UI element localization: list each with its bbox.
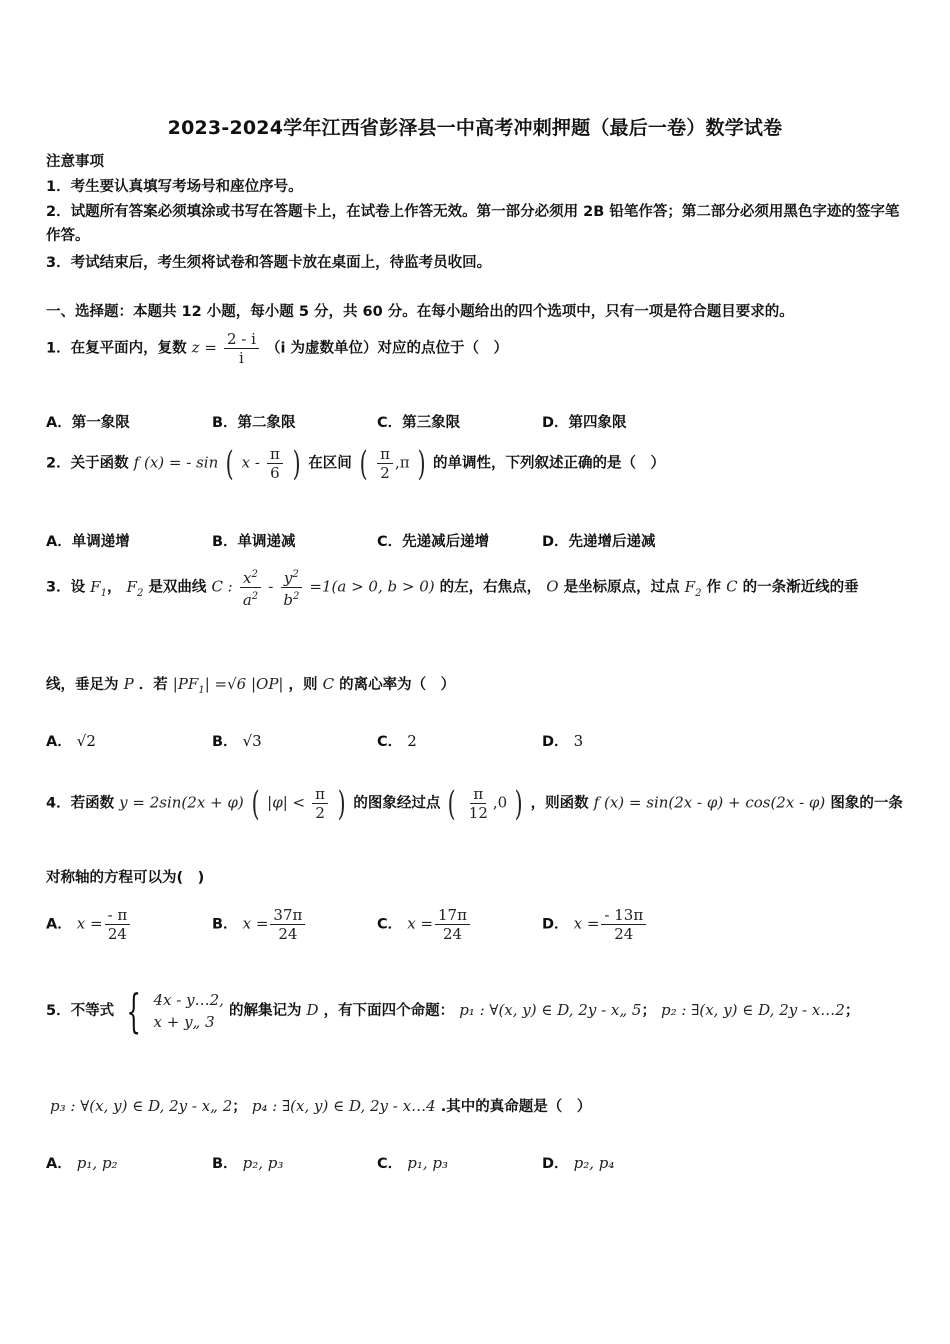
q3-pf1: $|PF_1| =√6$ |OP| xyxy=(172,675,284,696)
q3-f2: $F_2$ xyxy=(126,577,144,599)
q5-value-b: p₂, p₃ xyxy=(242,1154,284,1172)
q4-option-c: C． x = $\frac{17\pi}{24}$ xyxy=(377,906,472,943)
q3-f1: $F_1$ xyxy=(90,577,107,599)
question-4-line-1 xyxy=(46,785,903,822)
q3-text-1: 是双曲线 xyxy=(148,579,207,596)
q5-row-2: x + y„ 3 xyxy=(153,1013,215,1031)
q4-option-d: D． x = $\frac{- 13\pi}{24}$ xyxy=(542,906,648,943)
q3-text-2: 的左，右焦点， xyxy=(439,579,542,596)
q3-line2-mid: ．若 xyxy=(138,677,168,693)
q5-option-c: C． p₁, p₃ xyxy=(377,1154,448,1172)
question-5-line-1 xyxy=(46,984,860,1038)
q3-value-d: 3 xyxy=(573,732,584,750)
q3-text-4: 作 xyxy=(706,579,722,596)
q5-option-d: D． p₂, p₄ xyxy=(542,1154,615,1172)
q2-x: x - xyxy=(241,453,260,472)
notice-item-2: 2．试题所有答案必须填涂或书写在答题卡上，在试卷上作答无效。第一部分必须用 2B 铅笔作答；第二部分必须用黑色字迹的签字笔作答。 xyxy=(46,204,900,244)
q2-fraction xyxy=(267,445,283,482)
q2-option-c: C．先递减后递增 xyxy=(377,534,490,550)
q3-value-a: √2 xyxy=(76,732,96,750)
q2-function: f (x) = - sin xyxy=(133,453,219,472)
q5-sep-3: ； xyxy=(232,1099,247,1115)
page-title: 2023-2024学年江西省彭泽县一中高考冲刺押题（最后一卷）数学试卷 xyxy=(167,117,783,139)
q2-pi: π xyxy=(267,445,283,464)
q1-fraction xyxy=(224,330,259,367)
q5-prefix: 5．不等式 xyxy=(46,1003,115,1019)
q4-text-3: 图象的一条 xyxy=(830,795,903,812)
q5-brace: { xyxy=(126,984,142,1038)
q4-paren-right: ) xyxy=(337,783,346,824)
q1-z: z = xyxy=(191,338,217,357)
q3-value-b: √3 xyxy=(242,732,262,750)
q5-p1: p₁ : ∀(x, y) ∈ D, 2y - x„ 5 xyxy=(459,1001,642,1019)
q3-option-a: A． √2 xyxy=(46,732,96,750)
q1-prefix: 1．在复平面内，复数 xyxy=(46,340,187,357)
q3-equation: =1(a > 0, b > 0) xyxy=(309,577,435,596)
question-3-line-2 xyxy=(46,674,455,701)
q3-option-d: D． 3 xyxy=(542,732,584,750)
q3-prefix: 3．设 xyxy=(46,579,86,596)
q2-paren-right: ) xyxy=(292,443,301,484)
q5-option-b: B． p₂, p₃ xyxy=(212,1154,284,1172)
q5-value-c: p₁, p₃ xyxy=(407,1154,448,1172)
q3-p: P xyxy=(123,675,134,693)
q5-text-2: ，有下面四个命题： xyxy=(323,1003,455,1019)
q2-paren-left: ( xyxy=(225,443,234,484)
q5-sep-2: ； xyxy=(844,1003,860,1019)
q4-option-a: A． x = $\frac{- \pi}{24}$ xyxy=(46,906,132,943)
q4-paren-left: ( xyxy=(251,783,260,824)
q4-option-b: B． x = $\frac{37\pi}{24}$ xyxy=(212,906,307,943)
q1-denominator: i xyxy=(239,349,244,367)
q5-p2: p₂ : ∃(x, y) ∈ D, 2y - x…2 xyxy=(661,1001,845,1019)
q3-line2-post: ，则 xyxy=(288,677,318,693)
q3-f2-again: $F_2$ xyxy=(684,577,702,599)
q3-line2-prefix: 线，垂足为 xyxy=(46,677,119,693)
q1-numerator: 2 - i xyxy=(224,330,259,349)
q2-interval-label: 在区间 xyxy=(308,455,352,472)
q2-option-b: B．单调递减 xyxy=(212,534,296,550)
q1-option-d: D．第四象限 xyxy=(542,415,627,431)
q5-sep-1: ； xyxy=(641,1003,656,1019)
q2-interval-left: ( xyxy=(359,443,368,484)
q1-option-a: A．第一象限 xyxy=(46,415,130,431)
q4-pi-over-12: $\frac{\pi}{12}$ xyxy=(468,785,488,822)
q2-interval-end: ,π xyxy=(395,453,410,472)
q3-option-c: C． 2 xyxy=(377,732,417,750)
q3-minus: - xyxy=(268,577,274,596)
q4-text-1: 的图象经过点 xyxy=(353,795,441,812)
q4-prefix: 4．若函数 xyxy=(46,795,115,812)
q2-option-d: D．先递增后递减 xyxy=(542,534,656,550)
question-3-line-1: 3．设 $F_1$， $F_2$ 是双曲线 C : $\frac{x^2}{a^2}$ - $\frac{y^2}{b^2}$ =1(a > 0, b > 0) 的左，右焦点， O 是坐标原点，过点 $F_2$ 作 C 的一条渐近线的垂 xyxy=(46,566,859,609)
q5-option-a: A． p₁, p₂ xyxy=(46,1154,118,1172)
q5-d: D xyxy=(306,1001,319,1019)
q3-c: C : xyxy=(211,577,233,596)
q5-p4: p₄ : ∃(x, y) ∈ D, 2y - x…4 xyxy=(251,1097,436,1115)
q2-six: 6 xyxy=(270,464,280,482)
q5-value-d: p₂, p₄ xyxy=(573,1154,615,1172)
q3-x-over-a: $\frac{x^2}{a^2}$ xyxy=(240,566,261,609)
q4-zero: ,0 xyxy=(492,793,508,812)
q5-system xyxy=(154,989,224,1033)
question-5-line-2 xyxy=(50,1096,591,1117)
notice-item-1: 1．考生要认真填写考场号和座位序号。 xyxy=(46,179,303,195)
notice-item-3: 3．考试结束后，考生须将试卷和答题卡放在桌面上，待监考员收回。 xyxy=(46,255,492,271)
q4-function: y = 2sin(2x + φ) xyxy=(119,793,244,812)
q2-suffix: 的单调性，下列叙述正确的是（ ） xyxy=(433,455,666,472)
question-1 xyxy=(46,330,508,367)
q1-suffix: （i 为虚数单位）对应的点位于（ ） xyxy=(265,340,509,357)
q5-value-a: p₁, p₂ xyxy=(76,1154,118,1172)
q2-prefix: 2．关于函数 xyxy=(46,455,129,472)
q5-row-1: 4x - y…2, xyxy=(153,991,224,1009)
q4-text-2: ，则函数 xyxy=(530,795,589,812)
q3-text-3: 是坐标原点，过点 xyxy=(563,579,680,596)
q3-value-c: 2 xyxy=(407,732,417,750)
q1-option-b: B．第二象限 xyxy=(212,415,296,431)
q5-p3: p₃ : ∀(x, y) ∈ D, 2y - x„ 2 xyxy=(50,1097,233,1115)
question-2 xyxy=(46,445,665,482)
q5-text-1: 的解集记为 xyxy=(228,1003,302,1019)
q1-option-c: C．第三象限 xyxy=(377,415,461,431)
q4-point-left: ( xyxy=(448,783,457,824)
q3-line2-end: 的离心率为（ ） xyxy=(339,677,456,693)
q4-pi-over-2: $\frac{\pi}{2}$ xyxy=(312,785,328,822)
q4-point-right: ) xyxy=(514,783,523,824)
q3-c-line2: C xyxy=(322,675,335,693)
q5-suffix: .其中的真命题是（ ） xyxy=(440,1099,592,1115)
q2-interval-two: 2 xyxy=(380,464,390,482)
section-1-heading: 一、选择题：本题共 12 小题，每小题 5 分，共 60 分。在每小题给出的四个选项中，只有一项是符合题目要求的。 xyxy=(46,304,794,320)
q2-option-a: A．单调递增 xyxy=(46,534,130,550)
q3-c-again: C xyxy=(726,577,738,596)
notice-heading: 注意事项 xyxy=(46,154,104,170)
q4-condition: |φ| < xyxy=(267,793,306,812)
question-4-line-2: 对称轴的方程可以为( ) xyxy=(46,870,205,886)
q3-option-b: B． √3 xyxy=(212,732,262,750)
q3-o: O xyxy=(546,577,559,596)
q2-interval-pi: π xyxy=(377,445,393,464)
q4-g-function: f (x) = sin(2x - φ) + cos(2x - φ) xyxy=(593,793,826,812)
q2-interval-fraction xyxy=(377,445,393,482)
q2-interval-right: ) xyxy=(417,443,426,484)
q3-text-5: 的一条渐近线的垂 xyxy=(742,579,859,596)
q3-y-over-b: $\frac{y^2}{b^2}$ xyxy=(280,566,302,609)
